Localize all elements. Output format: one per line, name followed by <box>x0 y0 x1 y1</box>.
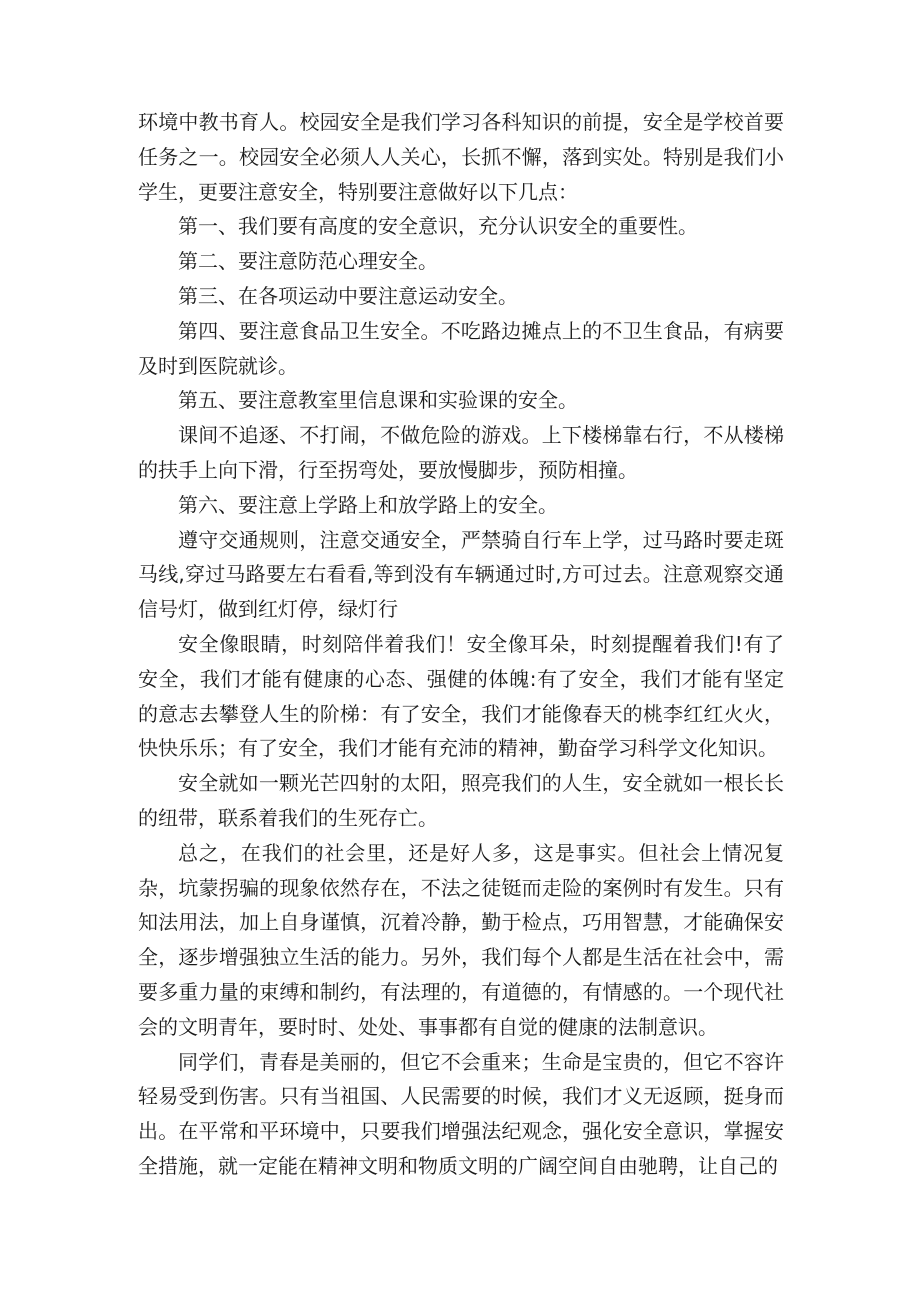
paragraph-7: 课间不追逐、不打闹，不做危险的游戏。上下楼梯靠右行，不从楼梯的扶手上向下滑，行至拐弯处，要放慢脚步，预防相撞。 <box>138 423 784 482</box>
paragraph-13: 同学们，青春是美丽的，但它不会重来；生命是宝贵的，但它不容许轻易受到伤害。只有当祖国、人民需要的时候，我们才义无返顾，挺身而出。在平常和平环境中，只要我们增强法纪观念，强化安全意识，掌握安全措施，就一定能在精神文明和物质文明的广阔空间自由驰聘，让自己的 <box>138 1049 784 1178</box>
paragraph-1: 环境中教书育人。校园安全是我们学习各科知识的前提，安全是学校首要任务之一。校园安全必须人人关心，长抓不懈，落到实处。特别是我们小学生，更要注意安全，特别要注意做好以下几点： <box>138 110 784 204</box>
paragraph-2: 第一、我们要有高度的安全意识，充分认识安全的重要性。 <box>178 214 698 239</box>
paragraph-11: 安全就如一颗光芒四射的太阳，照亮我们的人生，安全就如一根长长的纽带，联系着我们的生死存亡。 <box>138 771 784 830</box>
paragraph-9: 遵守交通规则，注意交通安全，严禁骑自行车上学，过马路时要走斑马线,穿过马路要左右看看,等到没有车辆通过时,方可过去。注意观察交通信号灯，做到红灯停，绿灯行 <box>138 527 784 622</box>
paragraph-8: 第六、要注意上学路上和放学路上的安全。 <box>178 492 558 517</box>
paragraph-4: 第三、在各项运动中要注意运动安全。 <box>178 283 518 308</box>
paragraph-5: 第四、要注意食品卫生安全。不吃路边摊点上的不卫生食品，有病要及时到医院就诊。 <box>138 318 784 378</box>
document-body <box>138 105 784 1184</box>
paragraph-12: 总之，在我们的社会里，还是好人多，这是事实。但社会上情况复杂，坑蒙拐骗的现象依然存在，不法之徒铤而走险的案例时有发生。只有知法用法，加上自身谨慎，沉着冷静，勤于检点，巧用智慧，才能确保安全，逐步增强独立生活的能力。另外，我们每个人都是生活在社会中，需要多重力量的束缚和制约，有法理的，有道德的，有情感的。一个现代社会的文明青年，要时时、处处、事事都有自觉的健康的法制意识。 <box>138 840 784 1039</box>
paragraph-10: 安全像眼睛，时刻陪伴着我们！安全像耳朵，时刻提醒着我们!有了安全，我们才能有健康的心态、强健的体魄:有了安全，我们才能有坚定的意志去攀登人生的阶梯：有了安全，我们才能像春天的桃李红红火火，快快乐乐；有了安全，我们才能有充沛的精神，勤奋学习科学文化知识。 <box>138 631 784 761</box>
paragraph-3: 第二、要注意防范心理安全。 <box>178 249 438 274</box>
paragraph-6: 第五、要注意教室里信息课和实验课的安全。 <box>178 388 578 413</box>
